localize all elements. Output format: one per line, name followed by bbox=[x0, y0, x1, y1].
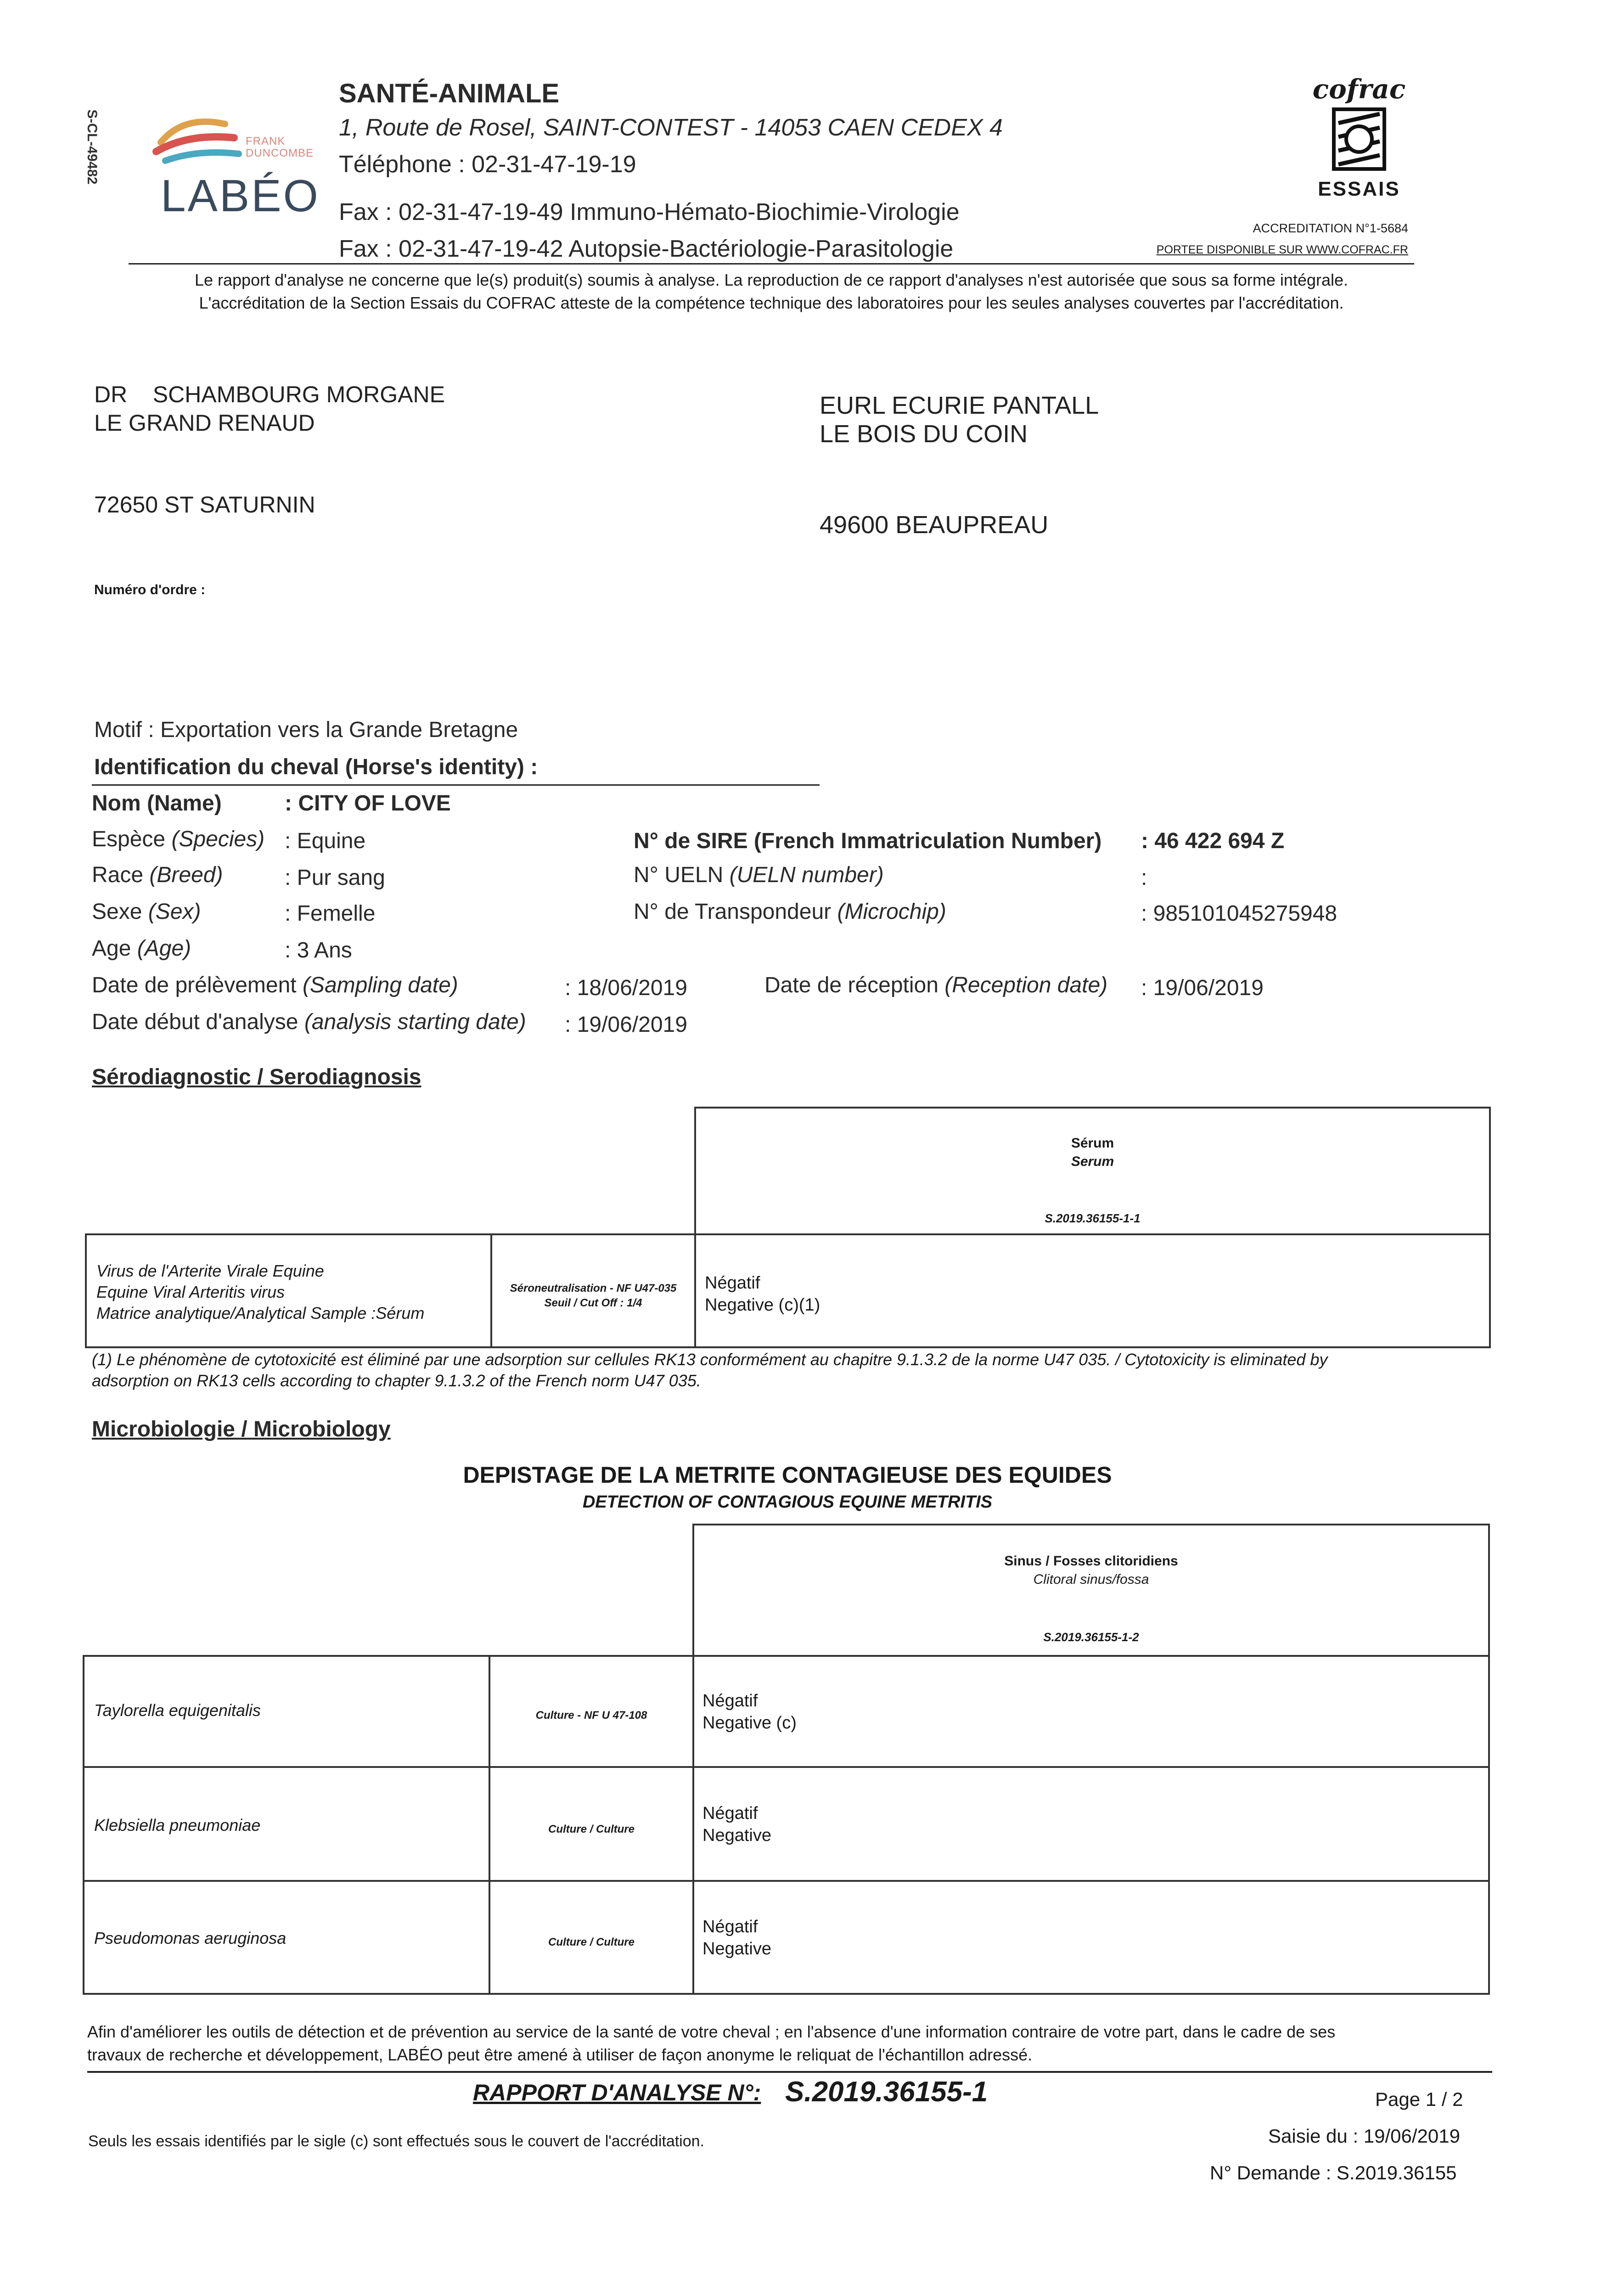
microbiology-title: Microbiologie / Microbiology bbox=[92, 1417, 391, 1441]
vet-address bbox=[94, 380, 445, 437]
header-fax1: Fax : 02-31-47-19-49 Immuno-Hémato-Biochimie-Virologie bbox=[339, 199, 960, 225]
clitoral-sample-id: S.2019.36155-1-2 bbox=[1043, 1630, 1139, 1644]
micro-result-1-fr: Négatif bbox=[702, 1691, 758, 1711]
micro-result-2-en: Negative bbox=[702, 1826, 771, 1845]
footer-divider bbox=[87, 2071, 1492, 2073]
document-side-code bbox=[78, 87, 106, 207]
sex-label-en: (Sex) bbox=[148, 900, 201, 924]
serum-sample-id: S.2019.36155-1-1 bbox=[1045, 1211, 1141, 1225]
start-label-en: (analysis starting date) bbox=[304, 1010, 526, 1034]
identification-underline bbox=[92, 784, 820, 786]
header-divider bbox=[129, 263, 1414, 264]
logo-sub-line2: DUNCOMBE bbox=[246, 147, 314, 159]
breed-label-fr: Race bbox=[92, 863, 144, 887]
species-label-en: (Species) bbox=[171, 827, 265, 851]
header-address: 1, Route de Rosel, SAINT-CONTEST - 14053 CAEN CEDEX 4 bbox=[339, 114, 1003, 141]
micro-result-3-en: Negative bbox=[702, 1939, 771, 1958]
report-number-label: RAPPORT D'ANALYSE N°: bbox=[473, 2080, 761, 2105]
sero-footnote-line1: (1) Le phénomène de cytotoxicité est éliminé par une adsorption sur cellules RK13 conformément au chapitre 9.1.3.2 de la norme U47 035. / Cytotoxicity is eliminated by bbox=[92, 1350, 1328, 1369]
micro-row-divider-2 bbox=[83, 1880, 1490, 1882]
sero-footnote bbox=[92, 1349, 1497, 1391]
ueln-label-en: (UELN number) bbox=[729, 863, 884, 887]
transponder-label-fr: N° de Transpondeur bbox=[634, 900, 832, 924]
client-address-line2: LE BOIS DU COIN bbox=[820, 420, 1028, 448]
micro-result-2-fr: Négatif bbox=[702, 1804, 758, 1823]
cofrac-accreditation: ACCREDITATION N°1-5684 bbox=[1253, 221, 1408, 235]
report-number: S.2019.36155-1 bbox=[785, 2076, 988, 2108]
header-phone: Téléphone : 02-31-47-19-19 bbox=[339, 151, 636, 178]
motif: Motif : Exportation vers la Grande Bretagne bbox=[94, 718, 518, 742]
clitoral-header-fr: Sinus / Fosses clitoridiens bbox=[1004, 1553, 1178, 1569]
disclaimer bbox=[110, 269, 1433, 315]
sampling-label-en: (Sampling date) bbox=[302, 973, 458, 997]
serum-header-en: Serum bbox=[1071, 1154, 1114, 1169]
reception-date-label bbox=[764, 973, 1107, 998]
sero-analyte bbox=[96, 1261, 424, 1324]
footer-notice bbox=[87, 2020, 1501, 2066]
vet-name: DR SCHAMBOURG MORGANE bbox=[94, 382, 445, 407]
footer-notice-line1: Afin d'améliorer les outils de détection et de prévention au service de la santé de votre cheval ; en l'absence d'une information contraire de votre part, dans le cadre de ses bbox=[87, 2022, 1336, 2041]
sero-analyte-line3: Matrice analytique/Analytical Sample :Sérum bbox=[96, 1304, 425, 1322]
vet-city: 72650 ST SATURNIN bbox=[94, 492, 315, 518]
horse-name-value: : CITY OF LOVE bbox=[285, 791, 451, 816]
header-title: SANTÉ-ANIMALE bbox=[339, 79, 560, 108]
sire-label: N° de SIRE (French Immatriculation Number) bbox=[634, 829, 1102, 853]
sero-analyte-line1: Virus de l'Arterite Virale Equine bbox=[96, 1261, 324, 1280]
micro-method-2: Culture / Culture bbox=[548, 1823, 635, 1835]
footer-notice-line2: travaux de recherche et développement, LABÉO peut être amené à utiliser de façon anonyme le reliquat de l'échantillon adressé. bbox=[87, 2045, 1033, 2064]
demande-number: N° Demande : S.2019.36155 bbox=[1210, 2162, 1457, 2183]
cofrac-emblem-icon bbox=[1329, 105, 1389, 174]
serum-header-fr: Sérum bbox=[1071, 1136, 1114, 1151]
ueln-label-fr: N° UELN bbox=[634, 863, 724, 887]
clitoral-header bbox=[692, 1552, 1490, 1589]
micro-organism-1: Taylorella equigenitalis bbox=[94, 1701, 261, 1720]
client-name: EURL ECURIE PANTALL bbox=[820, 392, 1099, 419]
sampling-date-value: : 18/06/2019 bbox=[565, 976, 687, 1000]
sire-value: : 46 422 694 Z bbox=[1141, 829, 1285, 853]
age-label-fr: Age bbox=[92, 936, 131, 961]
age-label bbox=[92, 936, 191, 961]
numero-ordre: Numéro d'ordre : bbox=[94, 582, 206, 597]
sex-value: : Femelle bbox=[285, 901, 376, 926]
ueln-value: : bbox=[1141, 866, 1147, 890]
start-label-fr: Date début d'analyse bbox=[92, 1010, 298, 1034]
sex-label bbox=[92, 899, 201, 924]
logo-subtitle bbox=[246, 135, 314, 159]
sero-result-en: Negative (c)(1) bbox=[705, 1295, 820, 1315]
species-label bbox=[92, 827, 264, 852]
micro-result-1-en: Negative (c) bbox=[702, 1713, 797, 1733]
start-date-label bbox=[92, 1009, 526, 1035]
sero-footnote-line2: adsorption on RK13 cells according to chapter 9.1.3.2 of the French norm U47 035. bbox=[92, 1371, 701, 1390]
clitoral-header-en: Clitoral sinus/fossa bbox=[1033, 1572, 1149, 1587]
reception-label-fr: Date de réception bbox=[764, 973, 938, 997]
accreditation-note: Seuls les essais identifiés par le sigle (c) sont effectués sous le couvert de l'accréditation. bbox=[88, 2133, 704, 2150]
micro-result-3 bbox=[702, 1916, 771, 1960]
micro-method-1: Culture - NF U 47-108 bbox=[535, 1709, 647, 1722]
micro-result-1 bbox=[702, 1690, 797, 1734]
horse-name-label: Nom (Name) bbox=[92, 791, 222, 816]
identification-title: Identification du cheval (Horse's identity) : bbox=[94, 755, 538, 779]
side-code-text: S-CL-49482 bbox=[84, 109, 100, 185]
logo-sub-line1: FRANK bbox=[246, 135, 286, 147]
sero-method-line1: Séroneutralisation - NF U47-035 bbox=[510, 1282, 677, 1294]
vet-address-line2: LE GRAND RENAUD bbox=[94, 410, 315, 436]
page-number: Page 1 / 2 bbox=[1375, 2088, 1463, 2110]
start-date-value: : 19/06/2019 bbox=[565, 1013, 687, 1037]
labeo-logo bbox=[152, 110, 335, 225]
transponder-label bbox=[634, 899, 946, 924]
sero-method-line2: Seuil / Cut Off : 1/4 bbox=[544, 1297, 642, 1309]
ueln-label bbox=[634, 862, 884, 888]
serum-header bbox=[694, 1134, 1491, 1171]
serodiagnostic-title: Sérodiagnostic / Serodiagnosis bbox=[92, 1065, 421, 1089]
disclaimer-line2: L'accréditation de la Section Essais du COFRAC atteste de la compétence technique des laboratoires pour les seules analyses couvertes par l'accréditation. bbox=[199, 293, 1344, 312]
sampling-label-fr: Date de prélèvement bbox=[92, 973, 297, 997]
breed-value: : Pur sang bbox=[285, 866, 385, 890]
breed-label-en: (Breed) bbox=[149, 863, 223, 887]
cofrac-brand: cofrac bbox=[1312, 73, 1406, 105]
age-value: : 3 Ans bbox=[285, 938, 352, 962]
micro-result-3-fr: Négatif bbox=[702, 1917, 758, 1936]
reception-date-value: : 19/06/2019 bbox=[1141, 976, 1264, 1000]
species-value: : Equine bbox=[285, 829, 366, 853]
client-address bbox=[820, 391, 1099, 448]
species-label-fr: Espèce bbox=[92, 827, 166, 851]
cofrac-portee-link[interactable]: PORTEE DISPONIBLE SUR WWW.COFRAC.FR bbox=[1156, 243, 1408, 256]
sero-col-divider-2 bbox=[694, 1233, 696, 1348]
header-fax2: Fax : 02-31-47-19-42 Autopsie-Bactériologie-Parasitologie bbox=[339, 236, 954, 262]
client-city: 49600 BEAUPREAU bbox=[820, 511, 1049, 539]
micro-row-divider-1 bbox=[83, 1766, 1490, 1768]
micro-result-2 bbox=[702, 1802, 771, 1846]
sero-result-fr: Négatif bbox=[705, 1273, 760, 1293]
sero-result bbox=[705, 1272, 820, 1316]
sampling-date-label bbox=[92, 973, 458, 998]
micro-method-3: Culture / Culture bbox=[548, 1936, 635, 1948]
reception-label-en: (Reception date) bbox=[944, 973, 1108, 997]
sero-analyte-line2: Equine Viral Arteritis virus bbox=[96, 1283, 285, 1301]
logo-brand-text: LABÉO bbox=[161, 170, 320, 221]
age-label-en: (Age) bbox=[137, 936, 191, 961]
micro-organism-2: Klebsiella pneumoniae bbox=[94, 1816, 261, 1835]
micro-organism-3: Pseudomonas aeruginosa bbox=[94, 1929, 287, 1947]
transponder-value: : 985101045275948 bbox=[1141, 901, 1337, 926]
sero-method bbox=[492, 1281, 694, 1311]
cem-test-subtitle: DETECTION OF CONTAGIOUS EQUINE METRITIS bbox=[582, 1492, 993, 1512]
sex-label-fr: Sexe bbox=[92, 900, 142, 924]
transponder-label-en: (Microchip) bbox=[837, 900, 946, 924]
cem-test-title: DEPISTAGE DE LA METRITE CONTAGIEUSE DES EQUIDES bbox=[463, 1462, 1112, 1488]
saisie-date: Saisie du : 19/06/2019 bbox=[1268, 2125, 1460, 2147]
disclaimer-line1: Le rapport d'analyse ne concerne que le(s) produit(s) soumis à analyse. La reproduction de ce rapport d'analyses n'est autorisée que sous sa forme intégrale. bbox=[194, 270, 1349, 289]
cofrac-essais: ESSAIS bbox=[1318, 178, 1400, 200]
breed-label bbox=[92, 862, 223, 888]
labeo-swoosh-icon bbox=[152, 110, 253, 170]
micro-col-divider-2 bbox=[692, 1655, 694, 1995]
